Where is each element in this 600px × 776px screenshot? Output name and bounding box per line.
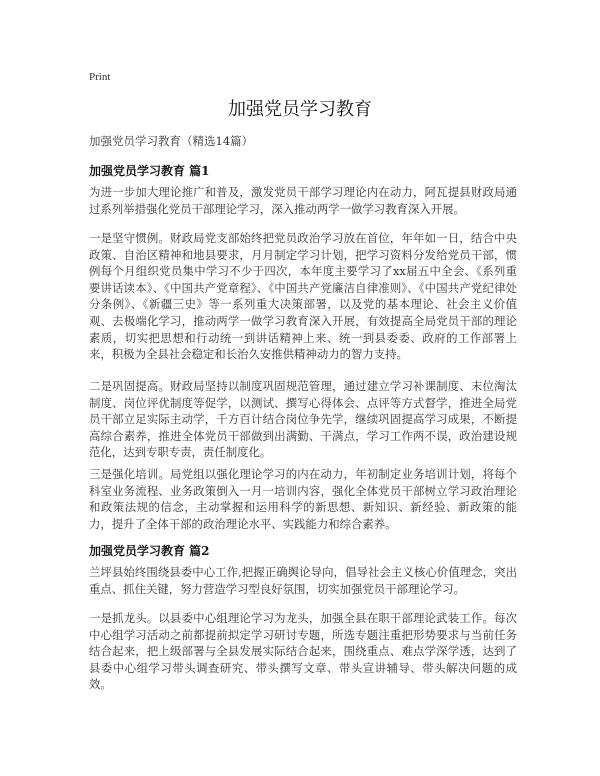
section-heading-1: 加强党员学习教育 篇1 bbox=[89, 164, 210, 178]
section-1-paragraph-2: 一是坚守惯例。财政局党支部始终把党员政治学习放在首位，年年如一日，结合中央政策、自治区精神和地县要求，月月制定学习计划，把学习资料分发给党员干部，惯例每个月组织党员集中学习不少于四次，本年度主要学习了xx届五中全会、《系列重要讲话读本》、《中国共产党章程》、《中国共产党廉洁自律准则》、《中国共产党纪律处分条例》、《新疆三史》等一系列重大决策部署，以及党的基本理论、社会主义价值观、去极端化学习，推动两学一做学习教育深入开展，有效提高全局党员干部的理论素质，切实把思想和行动统一到讲话精神上来、统一到县委委、政府的工作部署上来，积极为全县社会稳定和长治久安推供精神动力的智力支持。 bbox=[89, 231, 517, 362]
section-2-paragraph-1: 兰坪县始终围绕县委中心工作,把握正确舆论导向，倡导社会主义核心价值理念，突出重点、抓住关键，努力营造学习型良好氛围，切实加强党员干部理论学习。 bbox=[89, 565, 517, 596]
page-title: 加强党员学习教育 bbox=[228, 99, 372, 120]
document-subtitle: 加强党员学习教育（精选14篇） bbox=[89, 134, 254, 148]
print-link[interactable]: Print bbox=[89, 71, 111, 83]
section-1-paragraph-1: 为进一步加大理论推广和普及，激发党员干部学习理论内在动力，阿瓦提县财政局通过系列举措强化党员干部理论学习，深入推动两学一做学习教育深入开展。 bbox=[89, 185, 517, 216]
section-heading-2: 加强党员学习教育 篇2 bbox=[89, 544, 210, 558]
section-1-paragraph-4: 三是强化培训。局党组以强化理论学习的内在动力，年初制定业务培训计划，将每个科室业务流程、业务政策倒入一月一培训内容，强化全体党员干部树立学习政治理论和政策法规的信念，主动掌握和运用科学的新思想、新知识、新经验、新政策的能力，提升了全体干部的政治理论水平、实践能力和综合素养。 bbox=[89, 467, 517, 531]
section-1-paragraph-3: 二是巩固提高。财政局坚持以制度巩固规范管理，通过建立学习补课制度、末位淘汰制度、岗位评优制度等促学，以测试、撰写心得体会、点评等方式督学，推进全局党员干部立足实际主动学，千方百计结合岗位争先学，继续巩固提高学习成果，不断提高综合素养，推进全体党员干部做到出满勤、干满点，学习工作两不误，政治建设规范化，达到专职专责，责任制度化。 bbox=[89, 379, 517, 460]
section-2-paragraph-2: 一是抓龙头。以县委中心组理论学习为龙头，加强全县在职干部理论武装工作。每次中心组学习活动之前都提前拟定学习研讨专题，所选专题注重把形势要求与当前任务结合起来，把上级部署与全县发展实际结合起来，围绕重点、难点学深学透，达到了县委中心组学习带头调查研究、带头撰写文章、带头宣讲辅导、带头解决问题的成效。 bbox=[89, 611, 517, 692]
